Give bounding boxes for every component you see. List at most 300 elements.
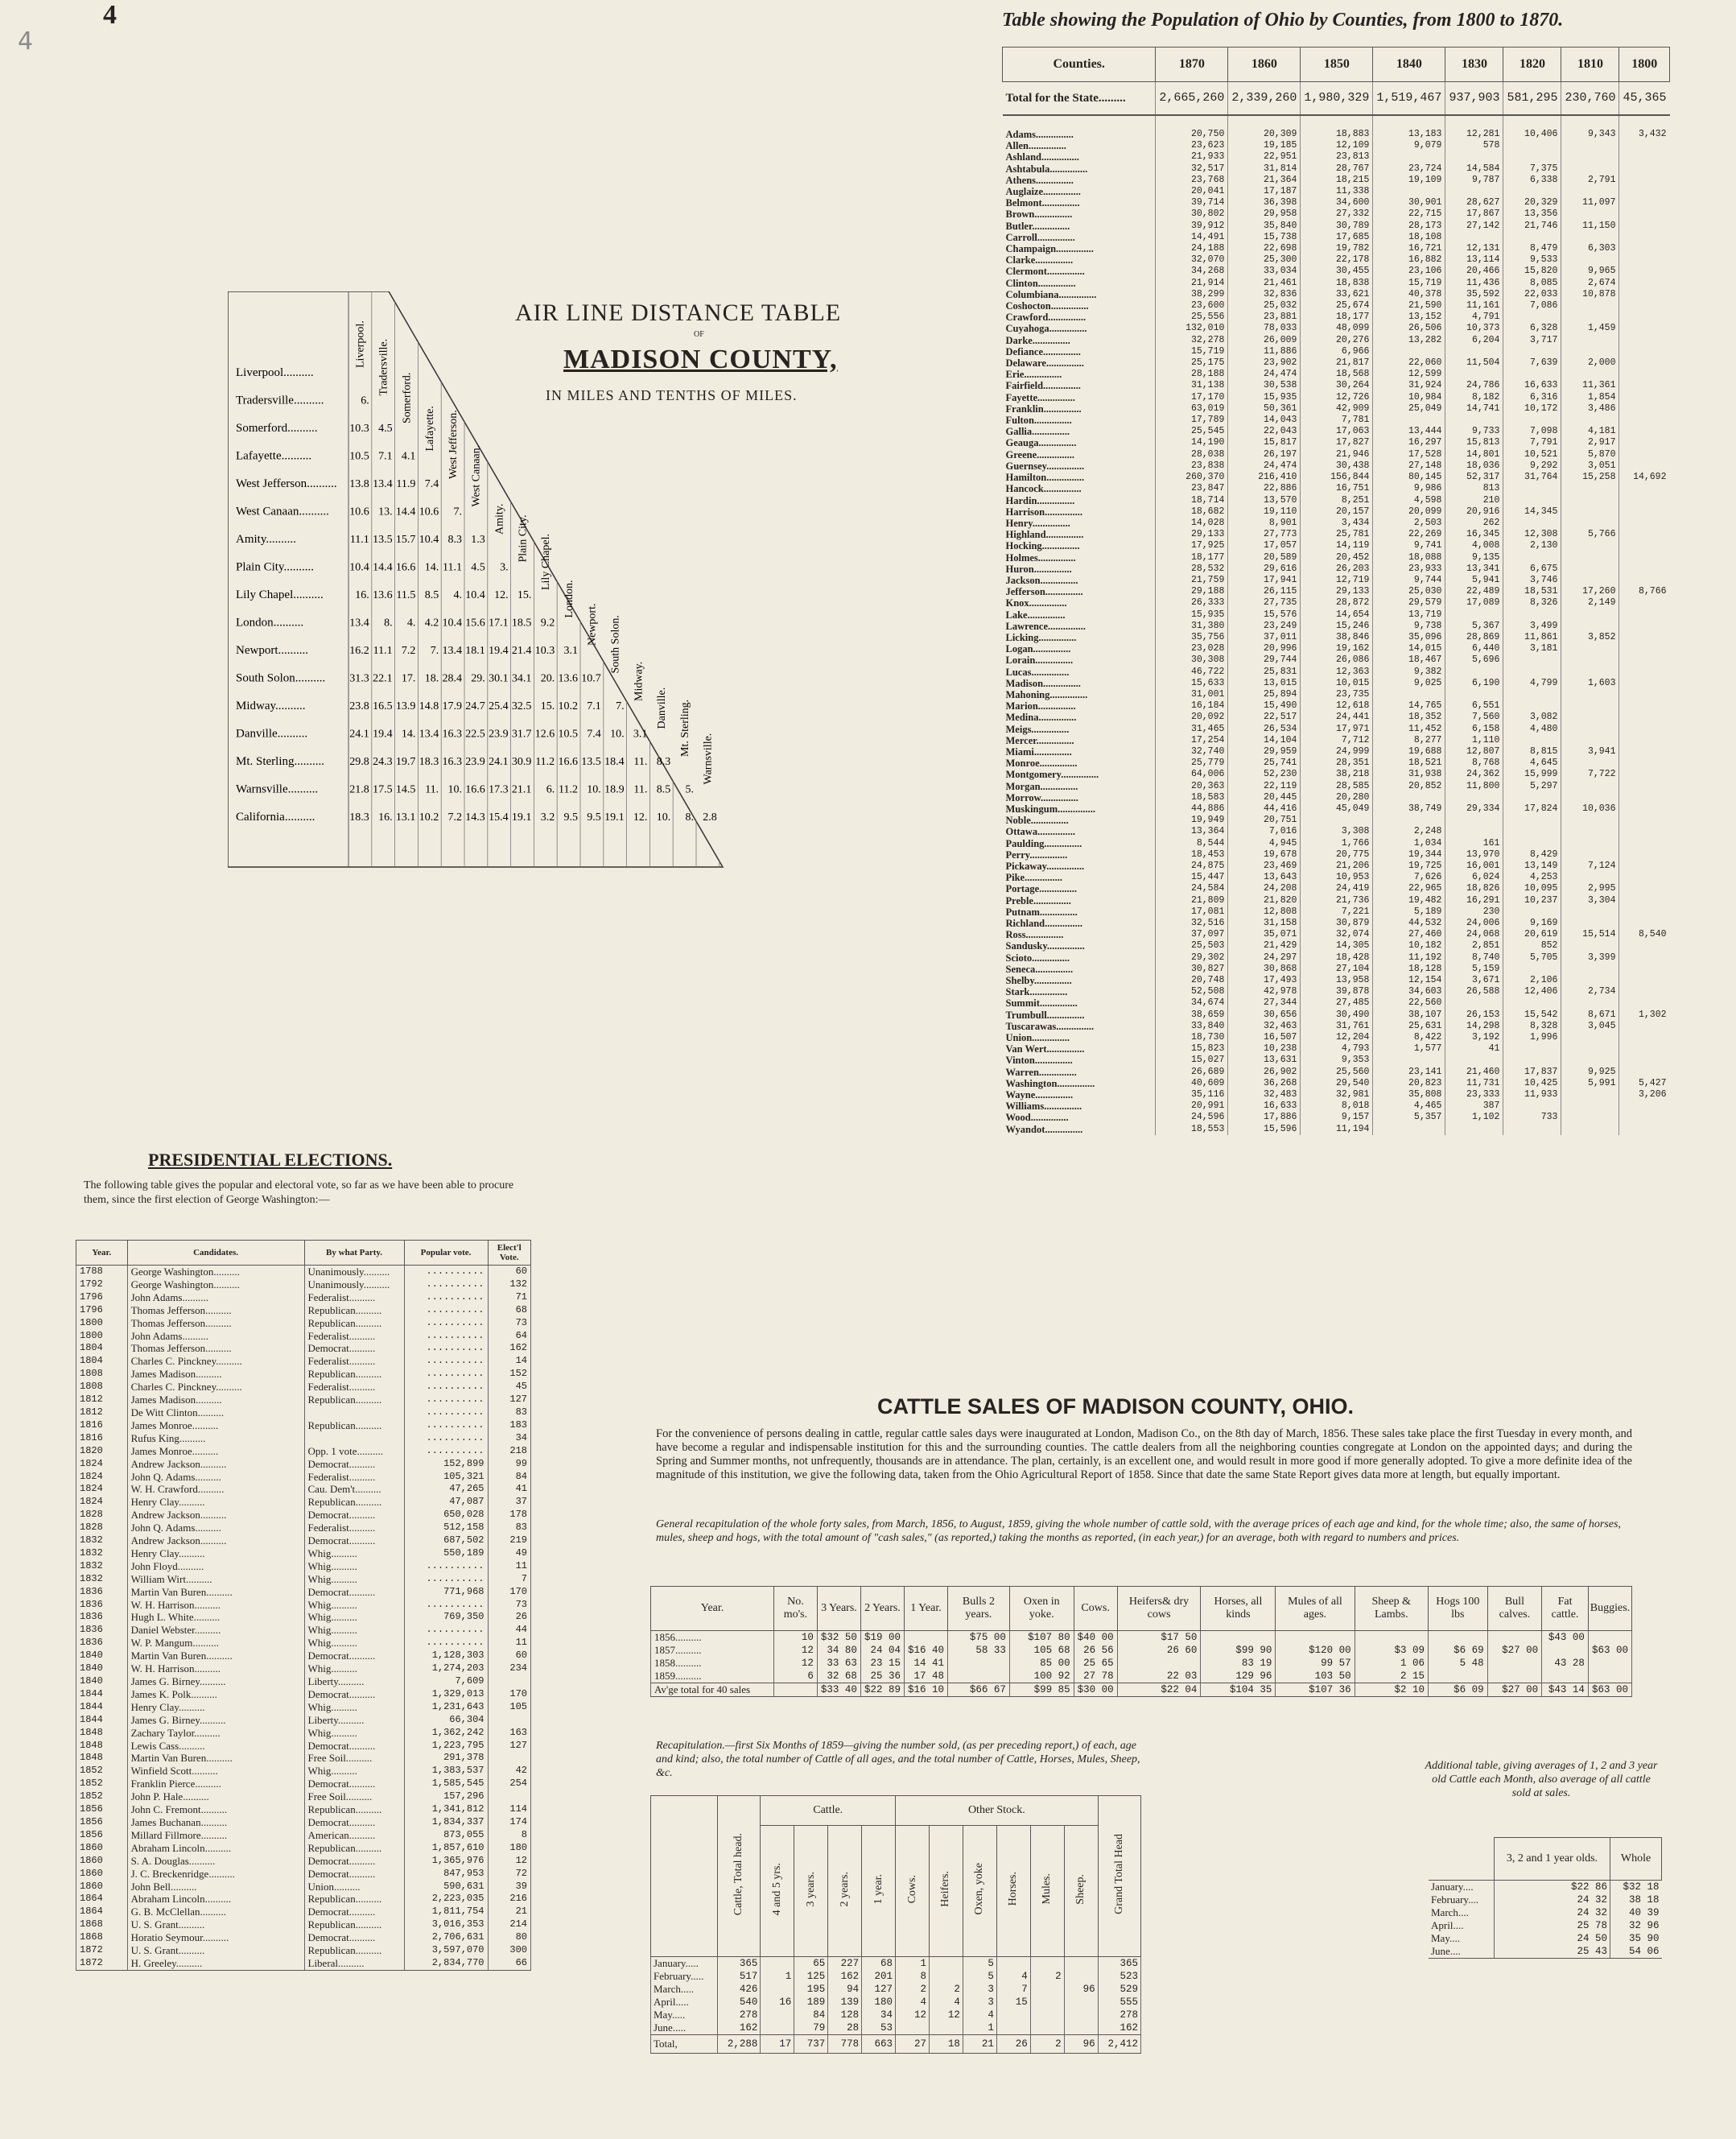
stock-cell: 517 (718, 1970, 761, 1983)
population-cell: 7,626 (1373, 872, 1445, 883)
sales-cell (1276, 1631, 1355, 1645)
sales-cell: 5 48 (1428, 1657, 1487, 1670)
population-row (1003, 929, 1670, 940)
population-row (1003, 872, 1670, 883)
population-cell (1561, 335, 1619, 346)
population-cell: 21,817 (1301, 357, 1373, 369)
population-cell: 12,807 (1445, 746, 1503, 758)
population-cell: 17,081 (1156, 906, 1228, 918)
presidential-cell: 1860 (76, 1881, 128, 1893)
population-cell: 13,444 (1373, 426, 1445, 437)
population-cell: 21,759 (1156, 575, 1228, 586)
population-gap-row (1003, 115, 1670, 129)
population-cell (1561, 826, 1619, 837)
presidential-cell: 1788 (76, 1266, 128, 1278)
airline-distance: 13.6 (373, 589, 393, 601)
population-cell: 7,086 (1503, 300, 1561, 312)
population-cell (1561, 712, 1619, 723)
presidential-cell: 1844 (76, 1701, 128, 1714)
presidential-cell: 3,597,070 (404, 1944, 488, 1957)
airline-place-label: Somerford.......... (236, 422, 318, 435)
population-cell: 10,984 (1373, 392, 1445, 403)
gap-cell (1156, 115, 1228, 129)
population-cell: 3,432 (1619, 129, 1670, 140)
stock-cell: 34 (862, 2009, 896, 2021)
population-cell: Hardin............... (1005, 494, 1075, 506)
population-header-cell: Counties. (1003, 47, 1156, 82)
airline-distance: 21.4 (511, 645, 532, 657)
presidential-title: PRESIDENTIAL ELECTIONS. (148, 1150, 393, 1170)
population-cell: Morrow............... (1005, 791, 1078, 803)
presidential-cell: 1816 (76, 1432, 128, 1445)
presidential-cell: 42 (488, 1765, 531, 1778)
population-cell: 21,946 (1301, 449, 1373, 460)
population-cell: 27,460 (1373, 929, 1445, 940)
presidential-cell: 2,706,631 (404, 1931, 488, 1944)
airline-column-label: Tradersville. (377, 338, 390, 396)
population-cell (1619, 712, 1670, 723)
population-cell: 19,949 (1156, 815, 1228, 826)
population-cell: 21,206 (1301, 861, 1373, 872)
population-cell (1373, 415, 1445, 426)
population-row (1003, 175, 1670, 186)
stock-header-cell (794, 1826, 828, 1957)
population-cell: 1,110 (1445, 735, 1503, 746)
airline-distance: 4.5 (378, 423, 393, 435)
population-cell: 25,030 (1373, 586, 1445, 597)
population-cell: 260,370 (1156, 472, 1228, 483)
population-cell: 5,297 (1503, 781, 1561, 792)
population-row (1003, 232, 1670, 243)
population-row (1003, 483, 1670, 494)
presidential-cell: Union.......... (304, 1881, 404, 1893)
population-cell (1619, 564, 1670, 575)
airline-distance: 15. (517, 589, 532, 601)
airline-distance: 14.3 (465, 811, 485, 824)
sales-header-cell: Hogs 100 lbs (1428, 1587, 1487, 1631)
population-cell: 3,304 (1561, 895, 1619, 906)
population-total-cell: 45,365 (1619, 82, 1670, 116)
population-cell: 20,775 (1301, 849, 1373, 861)
population-cell: 6,204 (1445, 335, 1503, 346)
population-cell: 26,197 (1228, 449, 1301, 460)
population-row (1003, 278, 1670, 289)
sales-cell (1428, 1631, 1487, 1645)
population-cell: 28,627 (1445, 197, 1503, 209)
airline-place-label: Danville.......... (236, 727, 308, 741)
population-cell: Fairfield............... (1005, 380, 1081, 392)
population-cell (1445, 1124, 1503, 1135)
population-cell: Monroe............... (1005, 758, 1078, 770)
population-cell (1619, 232, 1670, 243)
population-cell (1561, 1032, 1619, 1043)
population-cell: 22,951 (1228, 151, 1301, 163)
presidential-row (76, 1509, 531, 1522)
population-cell: 6,024 (1445, 872, 1503, 883)
population-cell (1619, 140, 1670, 151)
population-cell: 38,218 (1301, 769, 1373, 780)
stock-group-other: Other Stock. (896, 1796, 1099, 1826)
presidential-cell (304, 1432, 404, 1445)
airline-column-label: Lafayette. (424, 406, 437, 452)
population-cell (1619, 758, 1670, 769)
additional-header-cell: Whole (1610, 1838, 1662, 1881)
population-cell: 29,334 (1445, 803, 1503, 815)
population-cell (1445, 232, 1503, 243)
presidential-row (76, 1419, 531, 1432)
stock-header-label: 3 years. (804, 1871, 817, 1907)
population-cell: 13,341 (1445, 564, 1503, 575)
airline-column-label: Somerford. (401, 372, 414, 423)
population-cell (1619, 792, 1670, 803)
stock-cell: March..... (651, 1983, 718, 1996)
population-cell: 12,131 (1445, 243, 1503, 254)
additional-cell: January.... (1431, 1881, 1474, 1893)
population-cell: 52,317 (1445, 472, 1503, 483)
presidential-cell: 1816 (76, 1419, 128, 1432)
presidential-cell: 771,968 (404, 1586, 488, 1599)
population-cell: 11,361 (1561, 380, 1619, 391)
presidential-cell: 1792 (76, 1278, 128, 1291)
population-cell (1561, 495, 1619, 506)
population-cell: Williams............... (1005, 1100, 1082, 1113)
population-cell (1445, 415, 1503, 426)
presidential-cell: George Washington.......... (127, 1266, 304, 1278)
airline-distance: 10.4 (349, 561, 369, 574)
population-cell: 13,282 (1373, 335, 1445, 346)
population-cell (1561, 1055, 1619, 1066)
airline-place-label: Mt. Sterling.......... (236, 755, 325, 768)
population-cell (1619, 437, 1670, 448)
population-cell (1561, 151, 1619, 163)
population-cell (1445, 609, 1503, 621)
population-cell (1503, 1100, 1561, 1112)
population-cell (1619, 849, 1670, 861)
population-cell: 29,302 (1156, 952, 1228, 964)
population-cell: 14,654 (1301, 609, 1373, 621)
cattle-title: CATTLE SALES OF MADISON COUNTY, OHIO. (877, 1394, 1355, 1418)
presidential-cell: John Floyd.......... (127, 1560, 304, 1573)
population-cell: 30,827 (1156, 964, 1228, 975)
population-cell: 2,106 (1503, 975, 1561, 986)
population-cell: 28,038 (1156, 449, 1228, 460)
population-cell: 21,590 (1373, 300, 1445, 312)
sales-cell: 27 78 (1074, 1670, 1117, 1683)
airline-place-label: California.......... (236, 811, 315, 824)
population-row (1003, 689, 1670, 700)
population-cell: 18,553 (1156, 1124, 1228, 1135)
presidential-cell: 1832 (76, 1534, 128, 1547)
population-cell: 46,722 (1156, 667, 1228, 678)
population-cell (1561, 163, 1619, 175)
population-cell: 11,436 (1445, 278, 1503, 289)
airline-distance: 28.4 (442, 672, 462, 685)
sales-cell: $120 00 (1276, 1644, 1355, 1657)
presidential-row (76, 1765, 531, 1778)
population-cell: 18,088 (1373, 552, 1445, 564)
presidential-cell: 650,028 (404, 1509, 488, 1522)
sales-row (651, 1644, 1632, 1657)
stock-table (650, 1795, 1141, 2054)
presidential-cell: Democrat.......... (304, 1586, 404, 1599)
population-cell: 21,461 (1228, 278, 1301, 289)
population-cell: 17,789 (1156, 415, 1228, 426)
population-cell (1561, 483, 1619, 494)
population-cell (1445, 346, 1503, 357)
presidential-cell: Democrat.......... (304, 1342, 404, 1355)
presidential-row (76, 1855, 531, 1868)
presidential-row (76, 1266, 531, 1278)
population-row (1003, 746, 1670, 758)
population-cell (1619, 289, 1670, 300)
stock-header-label: 4 and 5 yrs. (770, 1862, 783, 1916)
population-cell: 6,316 (1503, 392, 1561, 403)
presidential-row (76, 1829, 531, 1842)
stock-cell (1030, 2021, 1064, 2035)
presidential-cell: 1836 (76, 1611, 128, 1624)
population-row (1003, 849, 1670, 861)
presidential-cell: 152,899 (404, 1458, 488, 1471)
population-cell: 17,886 (1228, 1112, 1301, 1123)
population-cell (1445, 151, 1503, 163)
population-cell (1619, 415, 1670, 426)
presidential-cell: James Madison.......... (127, 1394, 304, 1406)
airline-distance: 8.3 (447, 534, 462, 546)
presidential-cell: 769,350 (404, 1611, 488, 1624)
population-total-cell: 1,519,467 (1373, 82, 1445, 116)
population-row (1003, 369, 1670, 380)
population-cell: Defiance............... (1005, 345, 1081, 357)
additional-body (1429, 1881, 1662, 1959)
stock-cell: 663 (862, 2035, 896, 2054)
population-cell (1619, 883, 1670, 894)
population-cell: 25,560 (1301, 1067, 1373, 1078)
presidential-cell: 1804 (76, 1342, 128, 1355)
population-row (1003, 609, 1670, 621)
presidential-cell: 1836 (76, 1624, 128, 1637)
airline-distance: 8. (384, 617, 393, 630)
presidential-cell: Whig.......... (304, 1662, 404, 1675)
population-cell: Morgan............... (1005, 780, 1078, 792)
presidential-cell: 300 (488, 1944, 531, 1957)
airline-distance: 16.6 (558, 756, 578, 768)
sales-cell: $99 85 (1009, 1683, 1074, 1697)
presidential-cell: 2,834,770 (404, 1957, 488, 1970)
stock-cell (1030, 1957, 1064, 1971)
sales-cell: 129 96 (1201, 1670, 1276, 1683)
population-cell (1619, 621, 1670, 632)
airline-distance: 21.8 (349, 783, 369, 796)
population-row (1003, 758, 1670, 769)
population-cell: 26,333 (1156, 597, 1228, 609)
stock-cell: June..... (651, 2021, 718, 2035)
presidential-cell: 14 (488, 1355, 531, 1368)
population-cell: Perry............... (1005, 849, 1068, 861)
presidential-row (76, 1381, 531, 1394)
airline-distance: 15.6 (465, 617, 485, 630)
population-cell (1445, 792, 1503, 803)
presidential-row (76, 1675, 531, 1688)
presidential-cell: 1836 (76, 1637, 128, 1650)
population-cell (1503, 151, 1561, 163)
population-cell: 12,281 (1445, 129, 1503, 140)
population-cell: 32,836 (1228, 289, 1301, 300)
population-total-cell: 937,903 (1445, 82, 1503, 116)
airline-distance: 14. (424, 561, 439, 574)
population-cell (1503, 735, 1561, 746)
population-cell: 19,162 (1301, 643, 1373, 655)
presidential-cell: 127 (488, 1740, 531, 1753)
presidential-row (76, 1842, 531, 1855)
additional-cell: 24 50 (1494, 1932, 1610, 1945)
airline-distance: 8.5 (424, 589, 439, 601)
population-cell: 39,878 (1301, 986, 1373, 997)
presidential-cell: James G. Birney.......... (127, 1675, 304, 1688)
airline-distance: 18.9 (604, 783, 625, 796)
population-cell: 15,719 (1156, 346, 1228, 357)
presidential-cell: 1848 (76, 1727, 128, 1740)
population-cell: 32,463 (1228, 1021, 1301, 1032)
airline-place-label: Lafayette.......... (236, 449, 312, 463)
population-cell: 1,302 (1619, 1010, 1670, 1021)
presidential-cell: 47,265 (404, 1483, 488, 1496)
population-row (1003, 129, 1670, 140)
airline-distance: 23.9 (489, 728, 509, 741)
airline-distance: 19.7 (395, 756, 416, 768)
stock-row (651, 1957, 1141, 1971)
population-cell (1561, 506, 1619, 518)
airline-distance: 16.2 (349, 645, 369, 657)
presidential-cell: 2,223,035 (404, 1893, 488, 1906)
population-cell: Jefferson............... (1005, 586, 1083, 598)
sales-header-cell: Bulls 2 years. (947, 1587, 1009, 1631)
population-cell (1373, 346, 1445, 357)
presidential-row (76, 1586, 531, 1599)
population-cell: 17,057 (1228, 540, 1301, 551)
airline-distance: 24.1 (489, 756, 509, 768)
population-cell: 8,085 (1503, 278, 1561, 289)
population-cell: 21,364 (1228, 175, 1301, 186)
population-cell: 18,036 (1445, 460, 1503, 472)
population-cell (1503, 140, 1561, 151)
population-cell: Hancock............... (1005, 483, 1082, 495)
population-cell: 36,268 (1228, 1078, 1301, 1089)
population-cell: 17,063 (1301, 426, 1373, 437)
population-cell (1619, 1021, 1670, 1032)
stock-row (651, 1996, 1141, 2009)
population-cell: 31,938 (1373, 769, 1445, 780)
population-cell: 31,138 (1156, 380, 1228, 391)
airline-place-label: Tradersville.......... (236, 394, 324, 407)
population-cell (1373, 815, 1445, 826)
population-cell: 13,631 (1228, 1055, 1301, 1066)
population-cell: 21,460 (1445, 1067, 1503, 1078)
population-cell: 35,756 (1156, 632, 1228, 643)
stock-cell: 4 (929, 1996, 963, 2009)
population-cell: 20,852 (1373, 781, 1445, 792)
sales-cell (1588, 1657, 1631, 1670)
population-cell: 27,142 (1445, 221, 1503, 232)
sales-cell: 24 04 (860, 1644, 904, 1657)
presidential-cell: John P. Hale.......... (127, 1790, 304, 1803)
population-cell: 5,357 (1373, 1112, 1445, 1123)
population-cell (1561, 552, 1619, 564)
population-cell: Gallia............... (1005, 426, 1070, 438)
gap-cell (1619, 115, 1670, 129)
presidential-cell: Republican.......... (304, 1842, 404, 1855)
population-cell: 8,671 (1561, 1010, 1619, 1021)
population-cell: 813 (1445, 483, 1503, 494)
population-cell: 9,025 (1373, 678, 1445, 689)
airline-distance: 9.5 (563, 811, 578, 824)
population-cell (1619, 209, 1670, 220)
sales-cell: 1856.......... (651, 1631, 774, 1645)
presidential-cell: 1,223,795 (404, 1740, 488, 1753)
population-cell: 20,329 (1503, 197, 1561, 209)
sales-cell: $66 67 (947, 1683, 1009, 1697)
population-cell: 25,631 (1373, 1021, 1445, 1032)
stock-cell: 3 (963, 1983, 996, 1996)
sales-cell: $99 90 (1201, 1644, 1276, 1657)
population-cell: 21,746 (1503, 221, 1561, 232)
presidential-cell: Republican.......... (304, 1317, 404, 1330)
population-cell: 6,675 (1503, 564, 1561, 575)
population-cell: 7,722 (1561, 769, 1619, 780)
population-cell: 6,338 (1503, 175, 1561, 186)
stock-cell: 195 (794, 1983, 828, 1996)
population-cell (1503, 700, 1561, 712)
presidential-cell: 49 (488, 1547, 531, 1560)
population-cell: 18,838 (1301, 278, 1373, 289)
population-cell: 4,181 (1561, 426, 1619, 437)
population-cell: 11,504 (1445, 357, 1503, 369)
presidential-cell: 170 (488, 1688, 531, 1701)
population-header-cell: 1870 (1156, 47, 1228, 82)
population-cell: Ross............... (1005, 929, 1064, 941)
population-cell: 45,049 (1301, 803, 1373, 815)
population-row (1003, 621, 1670, 632)
population-cell: 2,734 (1561, 986, 1619, 997)
population-cell: 22,119 (1228, 781, 1301, 792)
presidential-cell: Henry Clay.......... (127, 1496, 304, 1509)
population-cell: 8,182 (1445, 392, 1503, 403)
sales-header-cell: Mules of all ages. (1276, 1587, 1355, 1631)
presidential-row (76, 1483, 531, 1496)
population-cell: 9,744 (1373, 575, 1445, 586)
population-cell: 15,823 (1156, 1043, 1228, 1055)
population-cell: 15,817 (1228, 437, 1301, 448)
population-cell: 2,851 (1445, 940, 1503, 952)
population-cell: 19,688 (1373, 746, 1445, 758)
population-cell: 52,230 (1228, 769, 1301, 780)
population-cell: 32,483 (1228, 1089, 1301, 1100)
airline-column-label: West Jefferson. (447, 410, 460, 479)
population-cell: 8,326 (1503, 597, 1561, 609)
population-cell (1561, 758, 1619, 769)
presidential-cell: Whig.......... (304, 1573, 404, 1586)
airline-distance: 8. (685, 811, 694, 824)
population-cell: 11,161 (1445, 300, 1503, 312)
population-row (1003, 1043, 1670, 1055)
population-cell: Fayette............... (1005, 391, 1075, 403)
population-cell: Shelby............... (1005, 975, 1072, 987)
population-cell: 852 (1503, 940, 1561, 952)
airline-distance: 13.4 (373, 478, 393, 490)
population-cell (1619, 495, 1670, 506)
presidential-cell: H. Greeley.......... (127, 1957, 304, 1970)
stock-header-cell (963, 1826, 996, 1957)
presidential-cell: 1836 (76, 1599, 128, 1612)
